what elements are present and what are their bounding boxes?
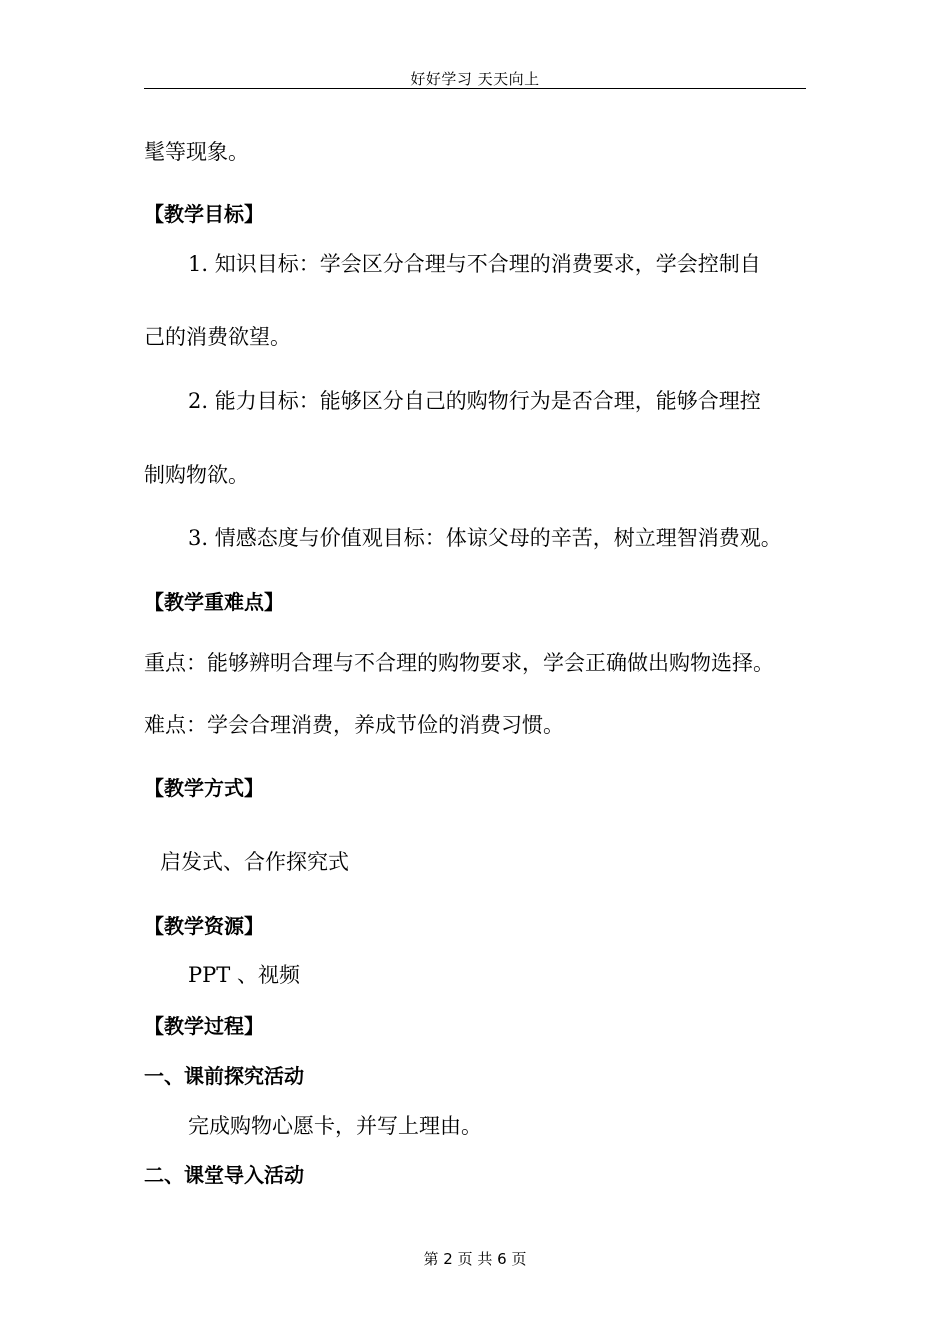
step-2-heading: 二、课堂导入活动 xyxy=(144,1163,304,1187)
objective-1-line-1: 1. 知识目标：学会区分合理与不合理的消费要求，学会控制自 xyxy=(188,252,761,276)
section-heading-keypoints: 【教学重难点】 xyxy=(144,590,284,614)
page-footer: 第 2 页 共 6 页 xyxy=(423,1250,527,1268)
objective-1-line-2: 己的消费欲望。 xyxy=(144,325,291,349)
page-header: 好好学习 天天向上 xyxy=(410,70,540,88)
teaching-resources: PPT 、视频 xyxy=(188,963,300,987)
section-heading-process: 【教学过程】 xyxy=(144,1014,264,1038)
key-point: 重点：能够辨明合理与不合理的购物要求，学会正确做出购物选择。 xyxy=(144,651,774,675)
paragraph-continuation: 髦等现象。 xyxy=(144,140,249,164)
section-heading-objectives: 【教学目标】 xyxy=(144,202,264,226)
step-1-heading: 一、课前探究活动 xyxy=(144,1064,304,1088)
objective-2-line-1: 2. 能力目标：能够区分自己的购物行为是否合理，能够合理控 xyxy=(188,389,761,413)
header-divider xyxy=(144,88,806,89)
teaching-method: 启发式、合作探究式 xyxy=(160,850,349,874)
difficult-point: 难点：学会合理消费，养成节俭的消费习惯。 xyxy=(144,713,564,737)
section-heading-method: 【教学方式】 xyxy=(144,776,264,800)
objective-3: 3. 情感态度与价值观目标：体谅父母的辛苦，树立理智消费观。 xyxy=(188,526,782,550)
step-1-text: 完成购物心愿卡，并写上理由。 xyxy=(188,1114,482,1138)
section-heading-resources: 【教学资源】 xyxy=(144,914,264,938)
objective-2-line-2: 制购物欲。 xyxy=(144,463,249,487)
